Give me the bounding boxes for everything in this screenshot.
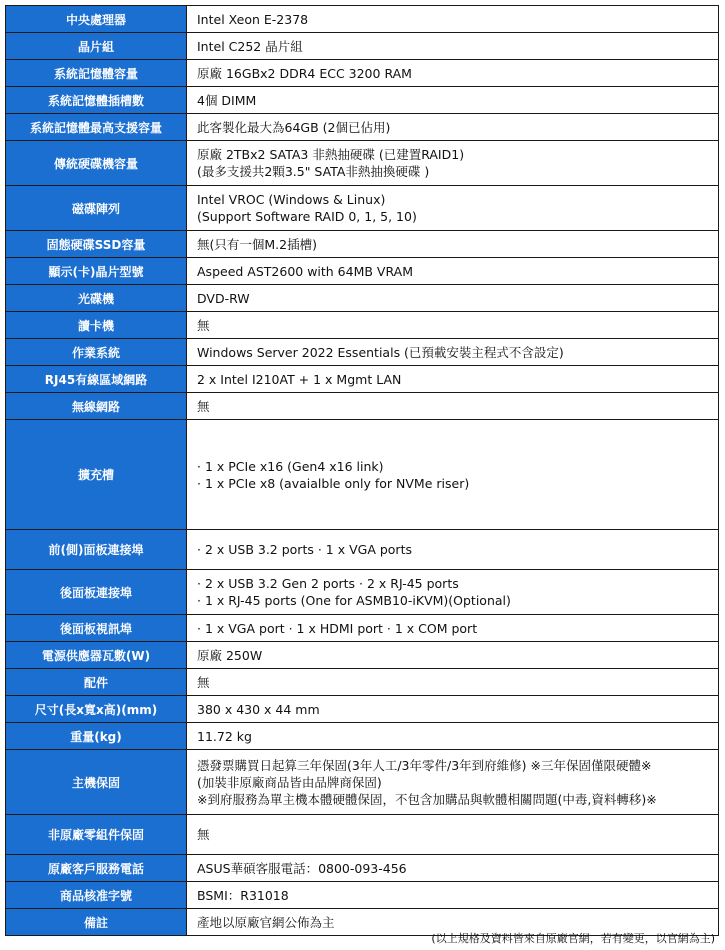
spec-value: [187, 750, 719, 815]
spec-row: [6, 258, 719, 285]
spec-value-line: 原廠 250W: [197, 647, 263, 663]
spec-label: 電源供應器瓦數(W): [6, 642, 187, 669]
spec-value-line: Windows Server 2022 Essentials (已預載安裝主程式不含設定): [197, 344, 564, 360]
spec-value: [187, 141, 719, 186]
spec-label: 系統記憶體插槽數: [6, 87, 187, 114]
spec-value-line: · 2 x USB 3.2 ports · 1 x VGA ports: [197, 542, 412, 557]
spec-value-line: Intel Xeon E-2378: [197, 11, 309, 27]
spec-value: [187, 285, 719, 312]
spec-row: [6, 87, 719, 114]
spec-value-line: · 1 x VGA port · 1 x HDMI port · 1 x COM port: [197, 620, 478, 636]
spec-value-line: 無: [197, 827, 210, 842]
spec-row: [6, 231, 719, 258]
spec-value-line: ASUS華碩客服電話：0800-093-456: [197, 860, 407, 876]
spec-label: 備註: [6, 909, 187, 936]
spec-value: [187, 855, 719, 882]
spec-row: [6, 339, 719, 366]
spec-value: [187, 33, 719, 60]
spec-label: 晶片組: [6, 33, 187, 60]
spec-label: 傳統硬碟機容量: [6, 141, 187, 186]
spec-value-line: BSMI：R31018: [197, 887, 289, 903]
footnote: (以上規格及資料皆來自原廠官網，若有變更，以官網為主): [431, 932, 715, 945]
spec-value: [187, 882, 719, 909]
spec-value-line: (最多支援共2顆3.5" SATA非熱抽換硬碟 ): [197, 164, 430, 179]
spec-value-line: 憑發票購買日起算三年保固(3年人工/3年零件/3年到府維修) ※三年保固僅限硬體※: [197, 757, 652, 773]
spec-value-line: Aspeed AST2600 with 64MB VRAM: [197, 263, 413, 279]
spec-row: [6, 33, 719, 60]
spec-value-line: 無(只有一個M.2插槽): [197, 236, 317, 252]
spec-label: 尺寸(長x寬x高)(mm): [6, 696, 187, 723]
spec-row: [6, 750, 719, 815]
spec-label: 主機保固: [6, 750, 187, 815]
spec-value: [187, 530, 719, 570]
spec-row: [6, 420, 719, 530]
spec-row: [6, 141, 719, 186]
spec-value: [187, 669, 719, 696]
spec-label: 中央處理器: [6, 6, 187, 33]
spec-value: [187, 723, 719, 750]
spec-label: 後面板視訊埠: [6, 615, 187, 642]
spec-label: 前(側)面板連接埠: [6, 530, 187, 570]
spec-value: [187, 231, 719, 258]
spec-row: [6, 312, 719, 339]
spec-row: [6, 642, 719, 669]
spec-value: [187, 258, 719, 285]
spec-value-line: 11.72 kg: [197, 728, 252, 744]
spec-row: [6, 815, 719, 855]
spec-label: 擴充槽: [6, 420, 187, 530]
spec-value: [187, 114, 719, 141]
spec-value-line: 此客製化最大為64GB (2個已佔用): [197, 119, 391, 135]
spec-value-line: (Support Software RAID 0, 1, 5, 10): [197, 209, 417, 224]
spec-row: [6, 570, 719, 615]
spec-label: 作業系統: [6, 339, 187, 366]
spec-value: [187, 6, 719, 33]
spec-row: [6, 366, 719, 393]
spec-value: [187, 696, 719, 723]
spec-value: [187, 420, 719, 530]
spec-label: 後面板連接埠: [6, 570, 187, 615]
spec-table: [5, 5, 719, 936]
spec-value-line: 無: [197, 398, 210, 414]
spec-label: 系統記憶體最高支援容量: [6, 114, 187, 141]
spec-value-line: 原廠 16GBx2 DDR4 ECC 3200 RAM: [197, 65, 412, 81]
spec-value-line: · 1 x RJ-45 ports (One for ASMB10-iKVM)(Optional): [197, 593, 511, 608]
spec-row: [6, 114, 719, 141]
spec-row: [6, 723, 719, 750]
spec-row: [6, 882, 719, 909]
spec-value-line: 無: [197, 317, 210, 333]
spec-value-line: Intel VROC (Windows & Linux): [197, 192, 386, 207]
spec-value: [187, 615, 719, 642]
spec-value-line: 原廠 2TBx2 SATA3 非熱抽硬碟 (已建置RAID1): [197, 147, 465, 162]
spec-label: 重量(kg): [6, 723, 187, 750]
spec-value-line: 無: [197, 674, 210, 690]
spec-value-line: DVD-RW: [197, 290, 250, 306]
spec-value-line: · 2 x USB 3.2 Gen 2 ports · 2 x RJ-45 ports: [197, 576, 459, 591]
spec-label: 配件: [6, 669, 187, 696]
spec-row: [6, 186, 719, 231]
spec-value: [187, 87, 719, 114]
spec-value: [187, 642, 719, 669]
spec-row: [6, 285, 719, 312]
spec-value: [187, 339, 719, 366]
spec-value-line: 380 x 430 x 44 mm: [197, 701, 320, 717]
spec-row: [6, 615, 719, 642]
spec-row: [6, 669, 719, 696]
spec-label: RJ45有線區域網路: [6, 366, 187, 393]
spec-value: [187, 312, 719, 339]
spec-value-line: 產地以原廠官網公佈為主: [197, 914, 335, 930]
spec-value-line: · 1 x PCIe x8 (avaialble only for NVMe riser): [197, 475, 470, 491]
spec-label: 非原廠零組件保固: [6, 815, 187, 855]
spec-value-line: ※到府服務為單主機本體硬體保固，不包含加購品與軟體相關問題(中毒,資料轉移)※: [197, 791, 657, 807]
spec-row: [6, 530, 719, 570]
spec-value: [187, 393, 719, 420]
spec-value: [187, 60, 719, 87]
spec-row: [6, 855, 719, 882]
spec-value-line: 4個 DIMM: [197, 92, 257, 108]
spec-value-line: 2 x Intel I210AT + 1 x Mgmt LAN: [197, 371, 402, 387]
spec-table-body: [6, 6, 719, 936]
spec-label: 無線網路: [6, 393, 187, 420]
spec-value: [187, 186, 719, 231]
spec-value-line: (加裝非原廠商品皆由品牌商保固): [197, 774, 382, 790]
spec-value-line: Intel C252 晶片組: [197, 38, 303, 54]
spec-value: [187, 815, 719, 855]
spec-row: [6, 6, 719, 33]
spec-label: 顯示(卡)晶片型號: [6, 258, 187, 285]
spec-label: 固態硬碟SSD容量: [6, 231, 187, 258]
spec-row: [6, 696, 719, 723]
spec-label: 磁碟陣列: [6, 186, 187, 231]
spec-label: 光碟機: [6, 285, 187, 312]
spec-value-line: · 1 x PCIe x16 (Gen4 x16 link): [197, 458, 384, 474]
spec-label: 讀卡機: [6, 312, 187, 339]
spec-value: [187, 570, 719, 615]
spec-label: 商品核准字號: [6, 882, 187, 909]
spec-label: 原廠客戶服務電話: [6, 855, 187, 882]
spec-row: [6, 60, 719, 87]
spec-label: 系統記憶體容量: [6, 60, 187, 87]
spec-value: [187, 366, 719, 393]
spec-row: [6, 393, 719, 420]
